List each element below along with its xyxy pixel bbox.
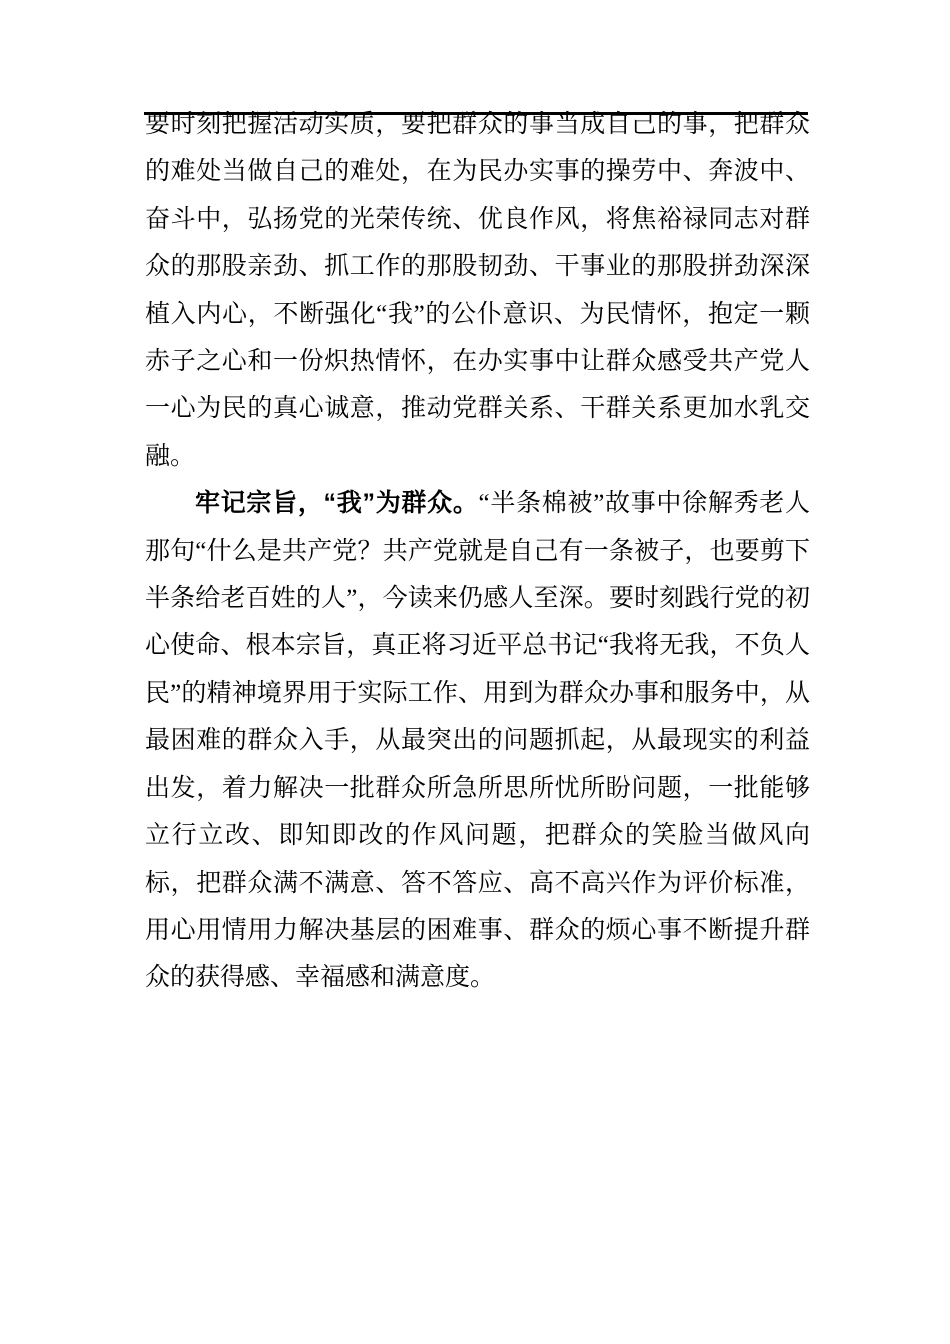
paragraph-2 (145, 480, 810, 1001)
paragraph-2-lead: 牢记宗旨，“我”为群众。 (195, 489, 479, 518)
paragraph-continuation: 要时刻把握活动实质，要把群众的事当成自己的事，把群众的难处当做自己的难处，在为民办实事的操劳中、奔波中、奋斗中，弘扬党的光荣传统、优良作风，将焦裕禄同志对群众的那股亲劲、抓工作的那股韧劲、干事业的那股拼劲深深植入内心，不断强化“我”的公仆意识、为民情怀，抱定一颗赤子之心和一份炽热情怀，在办实事中让群众感受共产党人一心为民的真心诚意，推动党群关系、干群关系更加水乳交融。 (145, 111, 810, 470)
document-body (145, 101, 810, 1002)
paragraph-2-text: “半条棉被”故事中徐解秀老人那句“什么是共产党？共产党就是自己有一条被子，也要剪下半条给老百姓的人”，今读来仍感人至深。要时刻践行党的初心使命、根本宗旨，真正将习近平总书记“我将无我，不负人民”的精神境界用于实际工作、用到为群众办事和服务中，从最困难的群众入手，从最突出的问题抓起，从最现实的利益出发，着力解决一批群众所急所思所忧所盼问题，一批能够立行立改、即知即改的作风问题，把群众的笑脸当做风向标，把群众满不满意、答不答应、高不高兴作为评价标准，用心用情用力解决基层的困难事、群众的烦心事不断提升群众的获得感、幸福感和满意度。 (145, 490, 810, 992)
